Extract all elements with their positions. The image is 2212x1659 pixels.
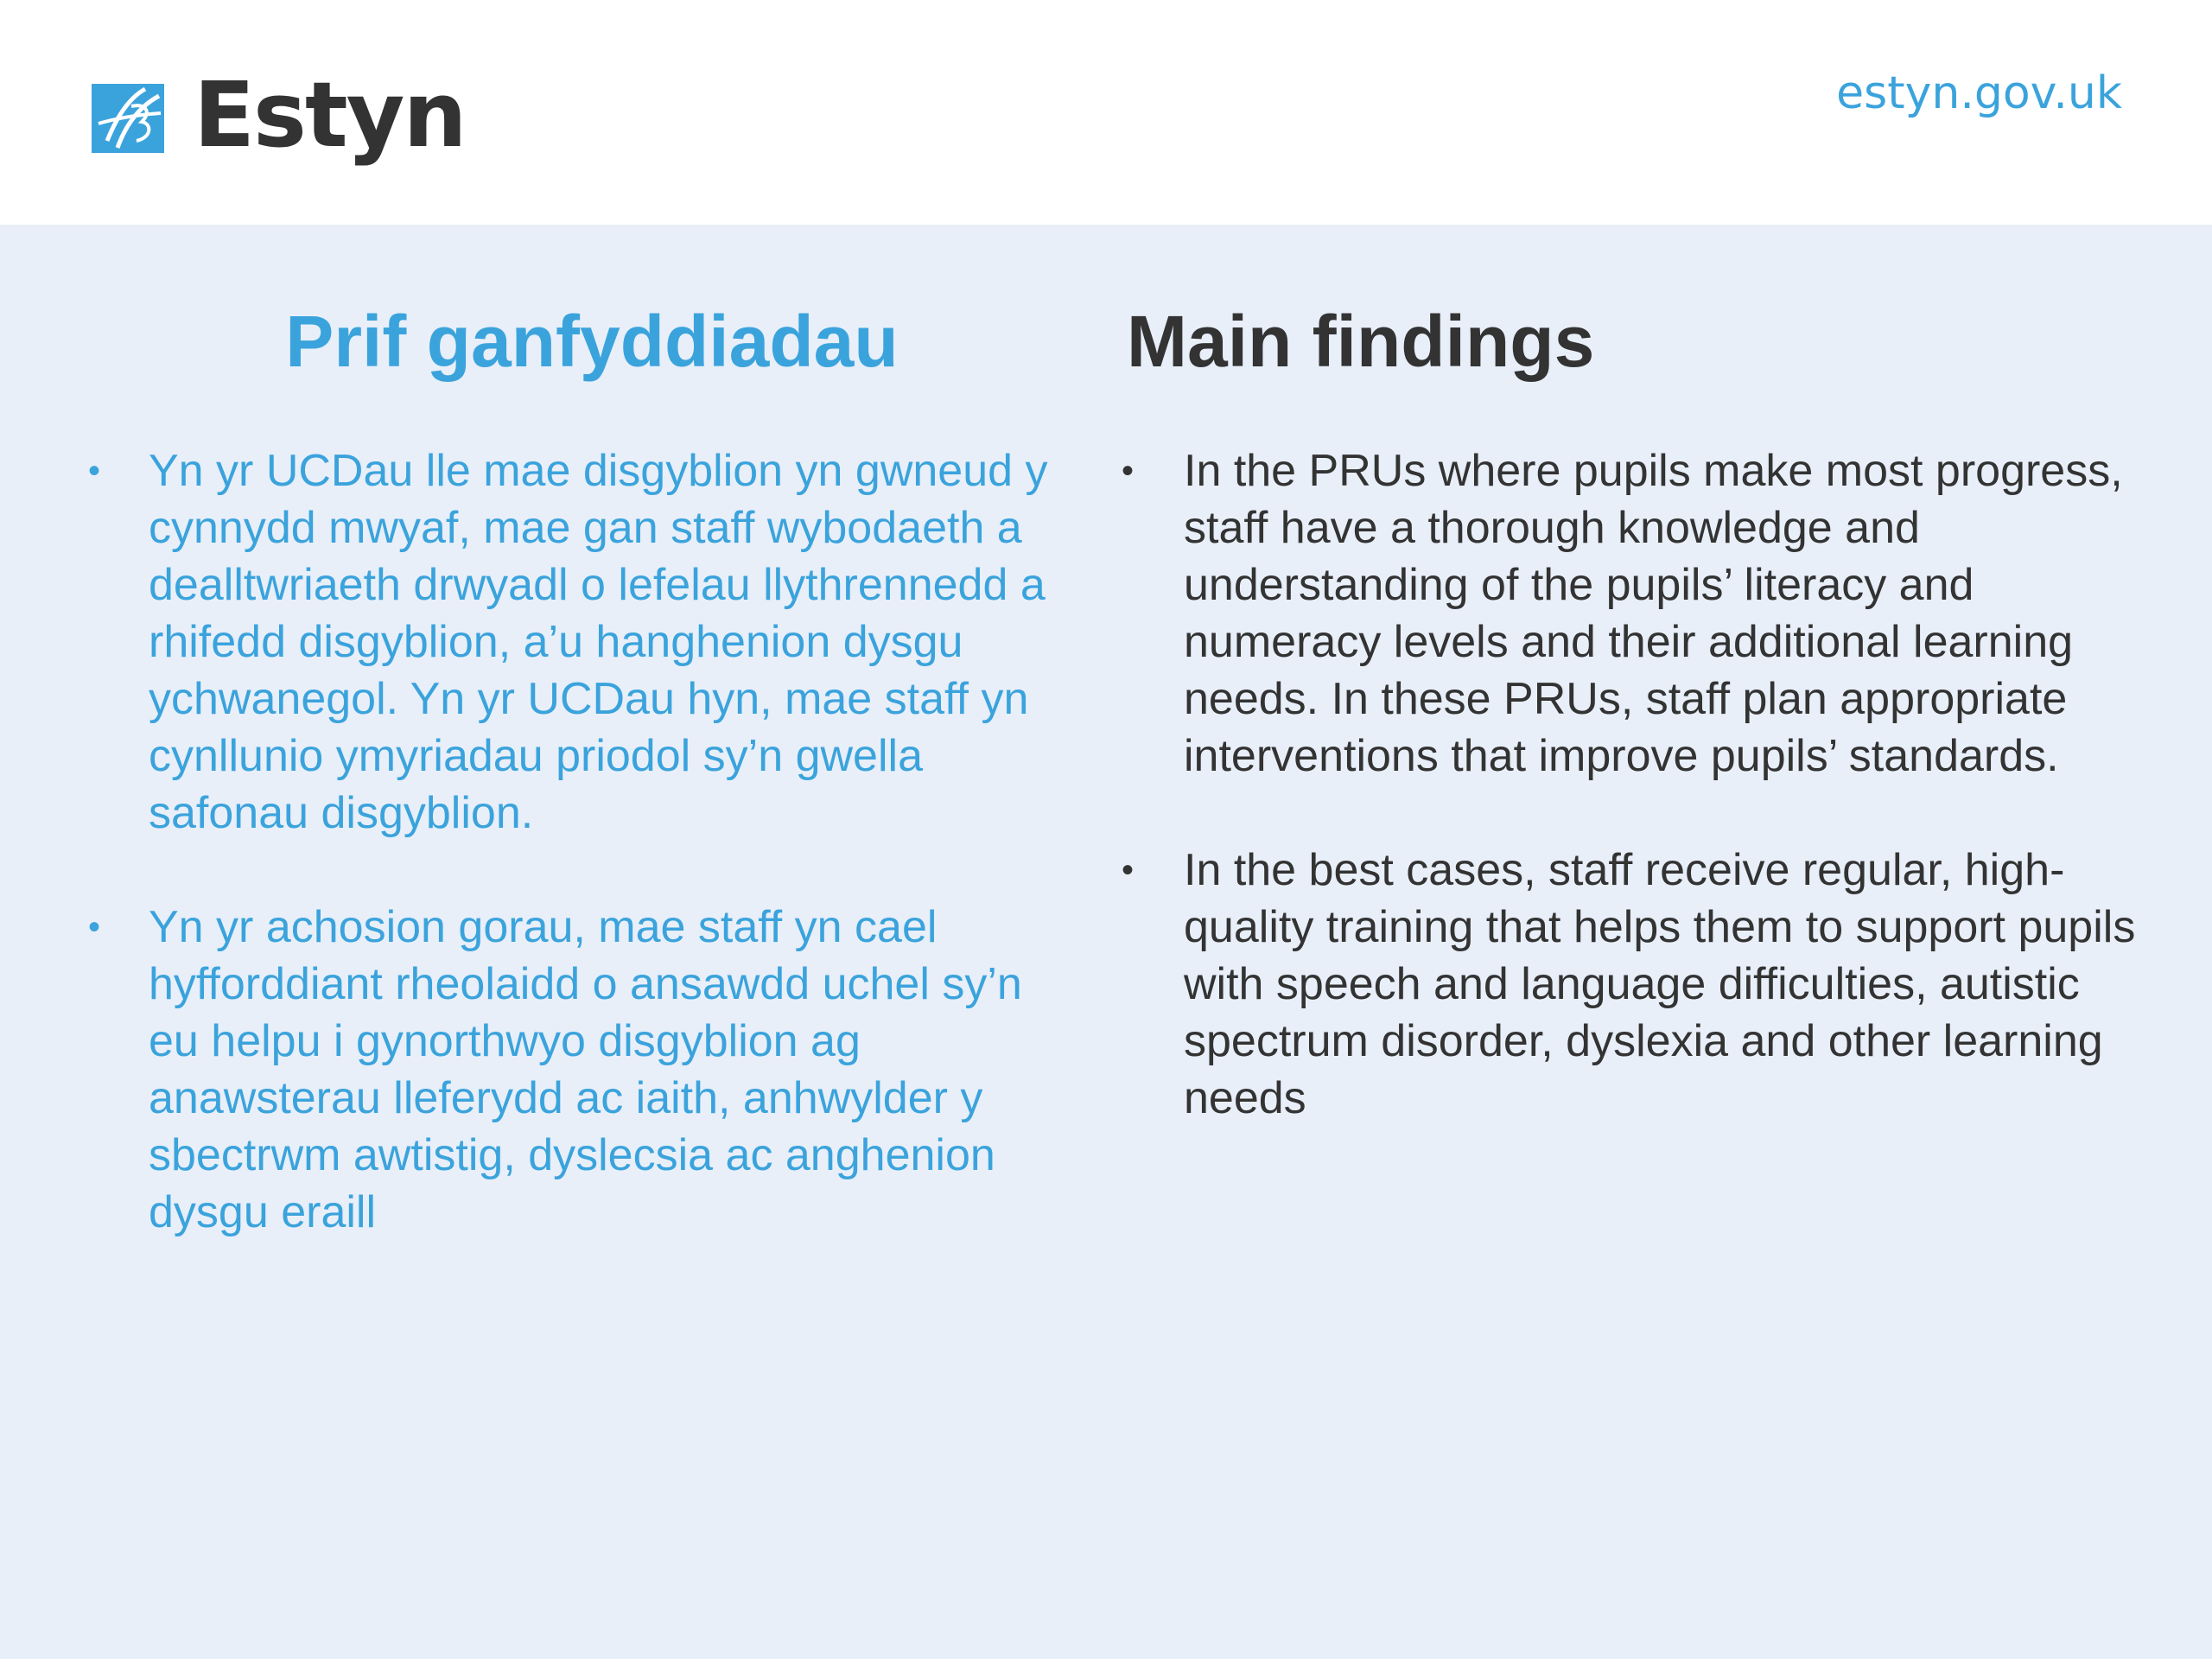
- english-column: [1122, 294, 2158, 1123]
- list-item: [1122, 842, 2158, 1127]
- welsh-bullet-list: [86, 442, 1071, 1298]
- welsh-column: [86, 294, 1071, 1237]
- english-title: Main findings: [1127, 301, 1595, 382]
- welsh-bullet-text: Yn yr UCDau lle mae disgyblion yn gwneud y cynnydd mwyaf, mae gan staff wybodaeth a dealltwriaeth drwyadl o lefelau llythrennedd a rhifedd disgyblion, a’u hanghenion dysgu ychwanegol. Yn yr UCDau hyn, mae staff yn cynllunio ymyriadau priodol sy’n gwella safonau disgyblion.: [149, 446, 1048, 838]
- list-item: [1122, 442, 2158, 785]
- english-bullet-list: [1122, 442, 2158, 1184]
- list-item: [86, 442, 1071, 842]
- welsh-bullet-text: Yn yr achosion gorau, mae staff yn cael hyfforddiant rheolaidd o ansawdd uchel sy’n eu helpu i gynorthwyo disgyblion ag anawsterau lleferydd ac iaith, anhwylder y sbectrwm awtistig, dyslecsia ac anghenion dysgu eraill: [149, 902, 1022, 1237]
- bullet-icon: •: [88, 452, 101, 490]
- english-bullet-text: In the best cases, staff receive regular, high-quality training that helps them to support pupils with speech and language difficulties, autistic spectrum disorder, dyslexia and other learning needs: [1184, 845, 2136, 1123]
- estyn-logo-icon: [92, 80, 168, 156]
- bullet-icon: •: [1122, 851, 1135, 889]
- brand-name: Estyn: [194, 62, 466, 168]
- welsh-title: Prif ganfyddiadau: [285, 301, 899, 382]
- bullet-icon: •: [1122, 452, 1135, 490]
- bullet-icon: •: [88, 908, 101, 946]
- english-bullet-text: In the PRUs where pupils make most progress, staff have a thorough knowledge and understanding of the pupils’ literacy and numeracy levels and their additional learning needs. In these PRUs, staff plan appropriate interventions that improve pupils’ standards.: [1184, 446, 2123, 781]
- estyn-logo[interactable]: [92, 62, 466, 168]
- list-item: [86, 899, 1071, 1241]
- header-bar: [0, 0, 2212, 225]
- site-url-link[interactable]: estyn.gov.uk: [1836, 67, 2122, 119]
